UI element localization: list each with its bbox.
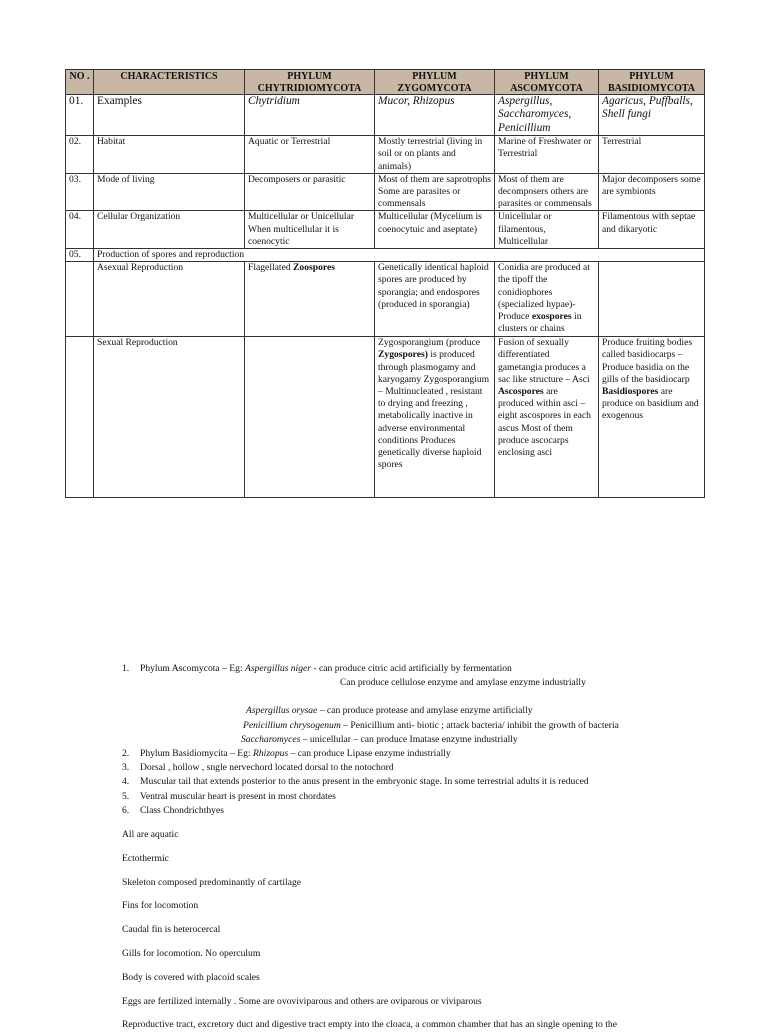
example-saccharomyces: Saccharomyces – unicellular – can produce Imatase enzyme industrially bbox=[241, 733, 518, 745]
cell-chytrid-asexual: Flagellated Zoospores bbox=[245, 262, 375, 337]
cell-zygo-cellular: Multicellular (Mycelium is coenocytuic and aseptate) bbox=[375, 211, 495, 249]
cell-chytrid-habitat: Aquatic or Terrestrial bbox=[245, 136, 375, 174]
paragraph: Skeleton composed predominantly of cartilage bbox=[122, 876, 302, 888]
cell-basidio-mode: Major decomposers some are symbionts bbox=[599, 173, 705, 211]
cell-zygo-examples: Mucor, Rhizopus bbox=[375, 95, 495, 136]
paragraph: Caudal fin is heterocercal bbox=[122, 924, 221, 936]
list-item: 1. Phylum Ascomycota – Eg: Aspergillus niger - can produce citric acid artificially by fermentation bbox=[122, 663, 512, 674]
table-header-row bbox=[66, 70, 705, 95]
example-aspergillus-orysae: Aspergillus orysae – can produce protease and amylase enzyme artificially bbox=[246, 705, 533, 717]
table-row bbox=[66, 136, 705, 174]
cell-chytrid-cellular: Multicellular or Unicellular When multicellular it is coenocytic bbox=[245, 211, 375, 249]
row-characteristic: Sexual Reproduction bbox=[94, 337, 245, 498]
header-characteristics: CHARACTERISTICS bbox=[94, 70, 245, 95]
cell-basidio-sexual: Produce fruiting bodies called basidiocarps – Produce basidia on the gills of the basidiocarp Basidiospores are produce on basidium and exogenous bbox=[599, 337, 705, 498]
row-characteristic: Asexual Reproduction bbox=[94, 262, 245, 337]
cell-chytrid-mode: Decomposers or parasitic bbox=[245, 173, 375, 211]
list-item: 2. Phylum Basidiomycita – Eg: Rhizopus – can produce Lipase enzyme industrially bbox=[122, 748, 451, 760]
header-chytridiomycota: PHYLUM CHYTRIDIOMYCOTA bbox=[245, 70, 375, 95]
row-number: 01. bbox=[66, 95, 94, 136]
cell-zygo-habitat: Mostly terrestrial (living in soil or on plants and animals) bbox=[375, 136, 495, 174]
row-characteristic: Habitat bbox=[94, 136, 245, 174]
table-row bbox=[66, 211, 705, 249]
paragraph: All are aquatic bbox=[122, 829, 179, 841]
table-row bbox=[66, 262, 705, 337]
cell-chytrid-sexual bbox=[245, 337, 375, 498]
notes-section bbox=[122, 662, 742, 1033]
cell-asco-cellular: Unicellular or filamentous, Multicellular bbox=[495, 211, 599, 249]
cell-asco-habitat: Marine of Freshwater or Terrestrial bbox=[495, 136, 599, 174]
header-basidiomycota: PHYLUM BASIDIOMYCOTA bbox=[599, 70, 705, 95]
chondrichthyes-paragraphs bbox=[122, 828, 742, 1033]
row-number: 03. bbox=[66, 173, 94, 211]
paragraph: Reproductive tract, excretory duct and digestive tract empty into the cloaca, a common chamber that has an single opening to the bbox=[122, 1019, 617, 1031]
cell-basidio-asexual bbox=[599, 262, 705, 337]
cell-basidio-examples: Agaricus, Puffballs, Shell fungi bbox=[599, 95, 705, 136]
paragraph: Gills for locomotion. No operculum bbox=[122, 948, 261, 960]
example-penicillium: Penicillium chrysogenum – Penicillium anti- biotic ; attack bacteria/ inhibit the growth of bacteria bbox=[243, 719, 619, 731]
row-number: 05. bbox=[66, 249, 94, 262]
row-characteristic: Production of spores and reproduction bbox=[94, 249, 705, 262]
header-no: NO . bbox=[66, 70, 94, 95]
cell-zygo-mode: Most of them are saprotrophs Some are parasites or commensals bbox=[375, 173, 495, 211]
paragraph: Body is covered with placoid scales bbox=[122, 971, 260, 983]
paragraph: Eggs are fertilized internally . Some are ovoviviparous and others are oviparous or viviparous bbox=[122, 995, 482, 1007]
table-row bbox=[66, 173, 705, 211]
table-row bbox=[66, 337, 705, 498]
row-number: 04. bbox=[66, 211, 94, 249]
row-characteristic: Cellular Organization bbox=[94, 211, 245, 249]
paragraph: Fins for locomotion bbox=[122, 900, 199, 912]
table-row bbox=[66, 95, 705, 136]
fungi-phyla-table bbox=[65, 69, 705, 498]
cell-chytrid-examples: Chytridium bbox=[245, 95, 375, 136]
row-number: 02. bbox=[66, 136, 94, 174]
cell-asco-sexual: Fusion of sexually differentiated gametangia produces a sac like structure – Asci Ascospores are produced within asci – eight ascospores in each ascus Most of them produce ascocarps enclosing asci bbox=[495, 337, 599, 498]
cell-asco-asexual: Conidia are produced at the tipoff the conidiophores (specialized hypae)- Produce exospores in clusters or chains bbox=[495, 262, 599, 337]
list-item: 5. Ventral muscular heart is present in most chordates bbox=[122, 790, 336, 802]
cell-asco-mode: Most of them are decomposers others are parasites or commensals bbox=[495, 173, 599, 211]
row-characteristic: Examples bbox=[94, 95, 245, 136]
row-number bbox=[66, 262, 94, 337]
row-characteristic: Mode of living bbox=[94, 173, 245, 211]
cell-basidio-habitat: Terrestrial bbox=[599, 136, 705, 174]
header-ascomycota: PHYLUM ASCOMYCOTA bbox=[495, 70, 599, 95]
paragraph: Ectothermic bbox=[122, 852, 169, 864]
list-item: 4. Muscular tail that extends posterior to the anus present in the embryonic stage. In some terrestrial adults it is reduced bbox=[122, 776, 589, 788]
list-item: 3. Dorsal , hollow , sngle nervechord located dorsal to the notochord bbox=[122, 762, 394, 774]
row-number bbox=[66, 337, 94, 498]
cell-zygo-sexual: Zygosporangium (produce Zygospores) is produced through plasmogamy and karyogamy Zygosporangium – Multinucleated , resistant to drying and freezing , metabolically inactive in adverse environmental conditions Produces genetically diverse haploid spores bbox=[375, 337, 495, 498]
list-item: 6. Class Chondrichthyes bbox=[122, 804, 224, 816]
cell-zygo-asexual: Genetically identical haploid spores are produced by sporangia; and endospores (produced in sporangia) bbox=[375, 262, 495, 337]
table-row bbox=[66, 249, 705, 262]
header-zygomycota: PHYLUM ZYGOMYCOTA bbox=[375, 70, 495, 95]
list-item-continuation: Can produce cellulose enzyme and amylase enzyme industrially bbox=[340, 677, 586, 689]
cell-asco-examples: Aspergillus, Saccharomyces, Penicillium bbox=[495, 95, 599, 136]
cell-basidio-cellular: Filamentous with septae and dikaryotic bbox=[599, 211, 705, 249]
